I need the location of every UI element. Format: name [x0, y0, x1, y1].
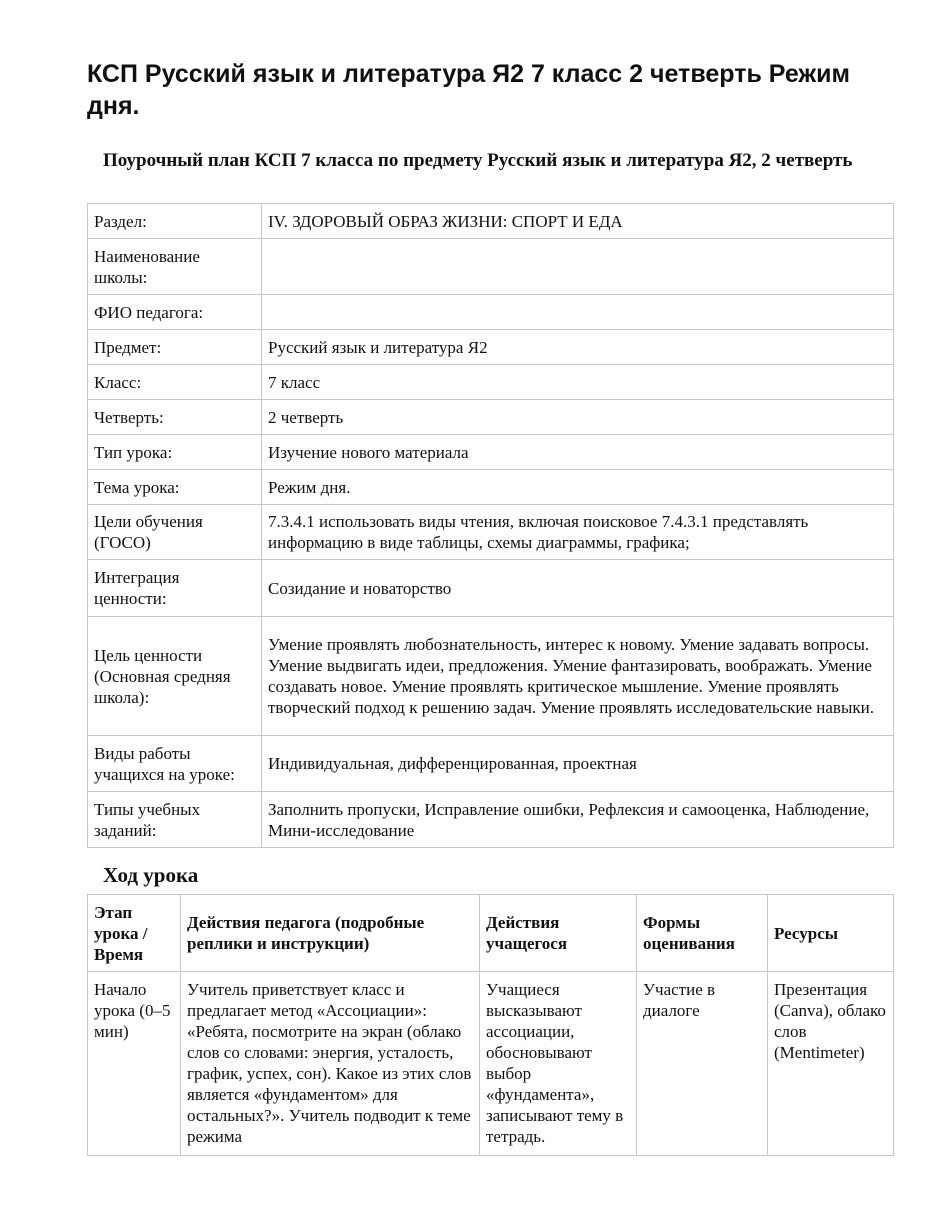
row-label: Четверть:: [88, 400, 262, 435]
row-value: 2 четверть: [262, 400, 894, 435]
row-label: Раздел:: [88, 204, 262, 239]
lesson-progress-table: [87, 894, 894, 1156]
row-value: Заполнить пропуски, Исправление ошибки, Рефлексия и самооценка, Наблюдение, Мини-исследование: [262, 792, 894, 848]
table-row: [88, 239, 894, 295]
row-label: Наименование школы:: [88, 239, 262, 295]
row-label: Цели обучения (ГОСО): [88, 505, 262, 560]
lesson-info-table: [87, 203, 894, 848]
row-value: [262, 239, 894, 295]
row-label: Тема урока:: [88, 470, 262, 505]
table-row: [88, 435, 894, 470]
row-label: Класс:: [88, 365, 262, 400]
table-row: [88, 560, 894, 617]
row-label: Тип урока:: [88, 435, 262, 470]
row-label: Предмет:: [88, 330, 262, 365]
assessment-cell: Участие в диалоге: [637, 972, 768, 1156]
row-value: Режим дня.: [262, 470, 894, 505]
row-label: Типы учебных заданий:: [88, 792, 262, 848]
column-header-assessment: Формы оценивания: [637, 895, 768, 972]
table-row: [88, 505, 894, 560]
row-value: 7.3.4.1 использовать виды чтения, включая поисковое 7.4.3.1 представлять информацию в виде таблицы, схемы диаграммы, графика;: [262, 505, 894, 560]
row-value: [262, 295, 894, 330]
column-header-stage: Этап урока / Время: [88, 895, 181, 972]
row-label: Цель ценности (Основная средняя школа):: [88, 617, 262, 736]
table-row: [88, 470, 894, 505]
column-header-teacher-actions: Действия педагога (подробные реплики и инструкции): [181, 895, 480, 972]
resources-cell: Презентация (Canva), облако слов (Mentimeter): [768, 972, 894, 1156]
table-row: [88, 365, 894, 400]
table-row: [88, 204, 894, 239]
row-value: Изучение нового материала: [262, 435, 894, 470]
stage-cell: Начало урока (0–5 мин): [88, 972, 181, 1156]
row-value: Русский язык и литература Я2: [262, 330, 894, 365]
table-header-row: [88, 895, 894, 972]
row-label: Виды работы учащихся на уроке:: [88, 736, 262, 792]
column-header-student-actions: Действия учащегося: [480, 895, 637, 972]
row-label: Интеграция ценности:: [88, 560, 262, 617]
column-header-resources: Ресурсы: [768, 895, 894, 972]
table-row: [88, 400, 894, 435]
table-row: [88, 972, 894, 1156]
row-value: 7 класс: [262, 365, 894, 400]
row-label: ФИО педагога:: [88, 295, 262, 330]
row-value: Индивидуальная, дифференцированная, проектная: [262, 736, 894, 792]
row-value: Умение проявлять любознательность, интерес к новому. Умение задавать вопросы. Умение выдвигать идеи, предложения. Умение фантазировать, воображать. Умение создавать новое. Умение проявлять критическое мышление. Умение проявлять творческий подход к решению задач. Умение проявлять исследовательские навыки.: [262, 617, 894, 736]
plan-heading: Поурочный план КСП 7 класса по предмету Русский язык и литература Я2, 2 четверть: [103, 150, 853, 171]
table-row: [88, 792, 894, 848]
row-value: IV. ЗДОРОВЫЙ ОБРАЗ ЖИЗНИ: СПОРТ И ЕДА: [262, 204, 894, 239]
lesson-progress-heading: Ход урока: [103, 863, 199, 887]
table-row: [88, 617, 894, 736]
student-actions-cell: Учащиеся высказывают ассоциации, обосновывают выбор «фундамента», записывают тему в тетрадь.: [480, 972, 637, 1156]
table-row: [88, 295, 894, 330]
table-row: [88, 736, 894, 792]
row-value: Созидание и новаторство: [262, 560, 894, 617]
document-title: КСП Русский язык и литература Я2 7 класс 2 четверть Режим дня.: [87, 60, 850, 120]
table-row: [88, 330, 894, 365]
teacher-actions-cell: Учитель приветствует класс и предлагает метод «Ассоциации»: «Ребята, посмотрите на экран (облако слов со словами: энергия, усталость, график, успех, сон). Какое из этих слов является «фундаментом» для остальных?». Учитель подводит к теме режима: [181, 972, 480, 1156]
